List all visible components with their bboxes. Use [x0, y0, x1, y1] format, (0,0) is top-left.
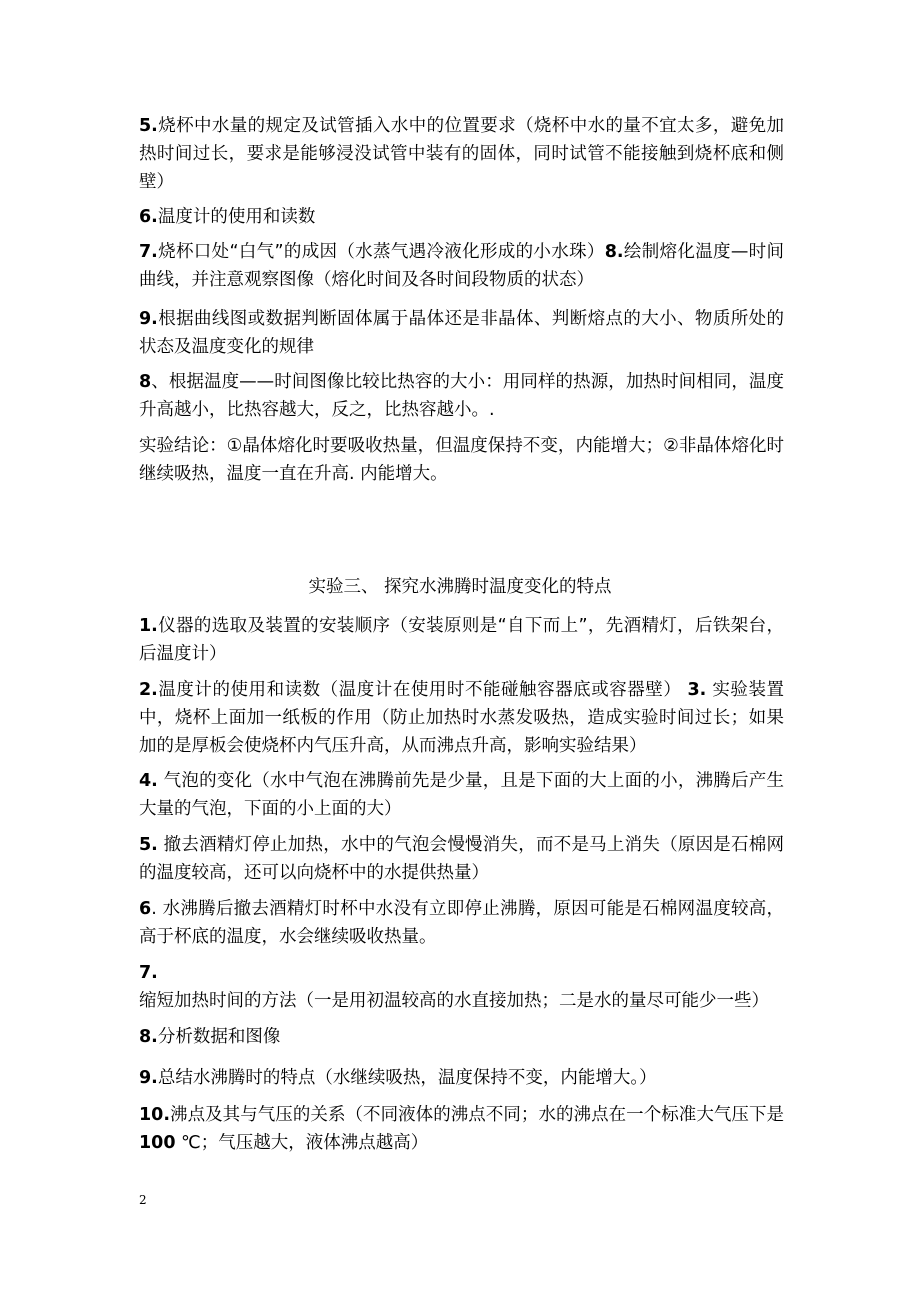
item-number: 2. — [139, 680, 158, 700]
item-number: 9. — [139, 1068, 158, 1088]
item-number: 5. — [139, 835, 158, 855]
item-text: 温度计的使用和读数 — [157, 207, 316, 227]
item-text: 实验装置中，烧杯上面加一纸板的作用（防止加热时水蒸发吸热，造成实验时间过长；如果加的是厚板会使烧杯内气压升高，从而沸点升高，影响实验结果） — [139, 680, 784, 756]
item-number: 8 — [139, 372, 152, 392]
item-number: 7. — [139, 242, 158, 262]
list-item — [139, 1023, 784, 1051]
list-item — [139, 305, 784, 361]
list-item — [139, 767, 784, 823]
item-text: 气泡的变化（水中气泡在沸腾前先是少量，且是下面的大上面的小，沸腾后产生大量的气泡，下面的小上面的大） — [139, 771, 784, 819]
item-number: 6 — [139, 899, 152, 919]
item-text: 沸点及其与气压的关系（不同液体的沸点不同；水的沸点在一个标准大气压下是 — [170, 1105, 784, 1125]
list-item — [139, 831, 784, 887]
item-text: 分析数据和图像 — [157, 1027, 281, 1047]
item-text: 温度计的使用和读数（温度计在使用时不能碰触容器底或容器壁） — [157, 680, 688, 700]
item-text: 缩短加热时间的方法（一是用初温较高的水直接加热；二是水的量尽可能少一些） — [139, 991, 769, 1011]
list-item — [139, 959, 784, 1015]
item-number: 5. — [139, 116, 158, 136]
item-number: 8. — [604, 242, 624, 262]
section-heading: 实验三、 探究水沸腾时温度变化的特点 — [308, 577, 612, 597]
item-number: 100 — [139, 1133, 176, 1153]
item-number: 10. — [139, 1105, 171, 1125]
item-text: 、根据温度——时间图像比较比热容的大小：用同样的热源，加热时间相同，温度升高越小，比热容越大，反之，比热容越小。. — [139, 372, 784, 420]
item-text: 烧杯中水量的规定及试管插入水中的位置要求（烧杯中水的量不宜太多，避免加热时间过长，要求是能够浸没试管中装有的固体，同时试管不能接触到烧杯底和侧壁） — [139, 116, 784, 192]
item-text: 仪器的选取及装置的安装顺序（安装原则是“自下而上”，先酒精灯，后铁架台，后温度计） — [139, 616, 784, 664]
item-text: 总结水沸腾时的特点（水继续吸热，温度保持不变，内能增大。） — [157, 1068, 657, 1088]
item-text: . 水沸腾后撤去酒精灯时杯中水没有立即停止沸腾，原因可能是石棉网温度较高，高于杯底的温度，水会继续吸收热量。 — [139, 899, 784, 947]
item-number: 4. — [139, 771, 158, 791]
item-number: 9. — [139, 309, 158, 329]
item-number: 1. — [139, 616, 158, 636]
list-item — [139, 238, 784, 294]
list-item — [139, 112, 784, 196]
list-item — [139, 203, 784, 231]
item-number: 6. — [139, 207, 158, 227]
conclusion-paragraph: 实验结论：①晶体熔化时要吸收热量，但温度保持不变，内能增大；②非晶体熔化时继续吸热，温度一直在升高. 内能增大。 — [139, 436, 784, 484]
item-text: 烧杯口处“白气”的成因（水蒸气遇冷液化形成的小水珠） — [157, 242, 605, 262]
item-number: 3. — [687, 680, 707, 700]
list-item — [139, 1064, 784, 1092]
item-text: 撤去酒精灯停止加热，水中的气泡会慢慢消失，而不是马上消失（原因是石棉网的温度较高，还可以向烧杯中的水提供热量） — [139, 835, 784, 883]
item-text: 根据曲线图或数据判断固体属于晶体还是非晶体、判断熔点的大小、物质所处的状态及温度变化的规律 — [139, 309, 784, 357]
item-text: ℃；气压越大，液体沸点越高） — [175, 1133, 429, 1153]
list-item — [139, 676, 784, 760]
list-item — [139, 368, 784, 424]
list-item — [139, 612, 784, 668]
item-text: 绘制熔化温度—时间曲线，并注意观察图像（熔化时间及各时间段物质的状态） — [139, 242, 785, 290]
page-number: 2 — [139, 1193, 147, 1207]
item-number: 7. — [139, 963, 158, 983]
list-item — [139, 1101, 784, 1157]
item-number: 8. — [139, 1027, 158, 1047]
list-item — [139, 895, 784, 951]
